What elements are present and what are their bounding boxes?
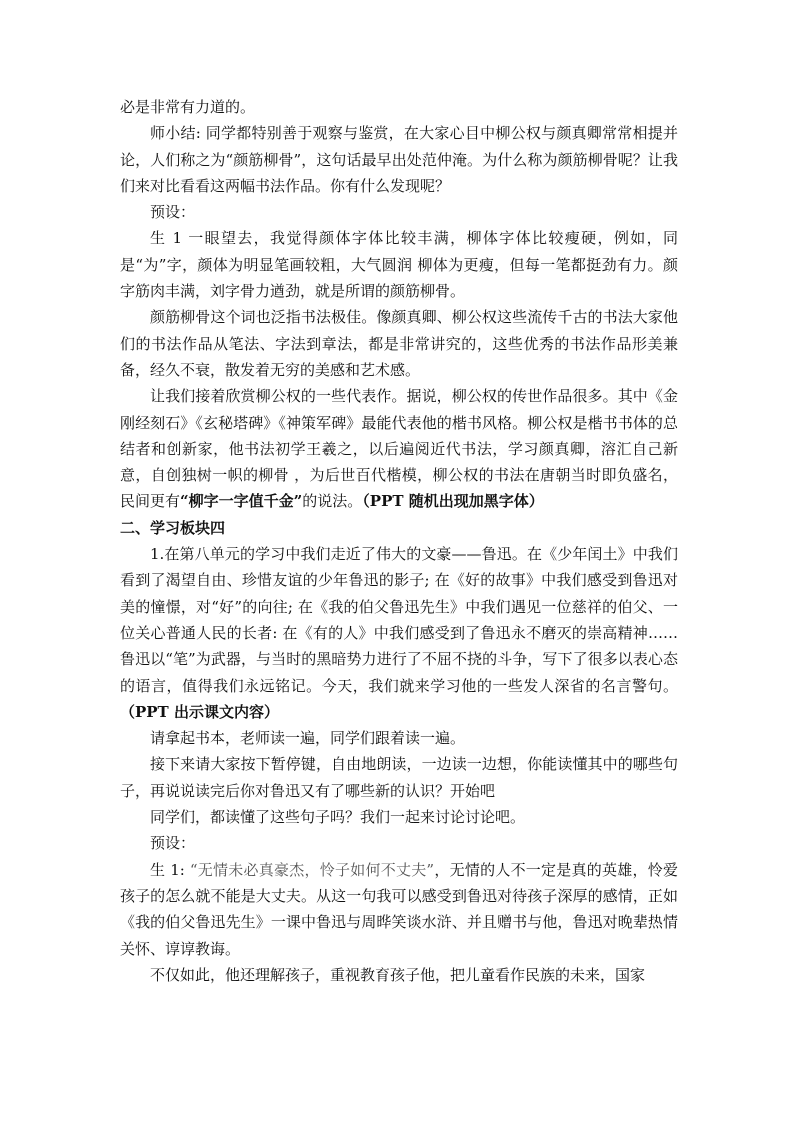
preset-label-2: 预设： [150, 834, 196, 853]
student-1-answer-paragraph: 生 1 一眼望去，我觉得颜体字体比较丰满，柳体字体比较瘦硬，例如，同是“为”字，颜体为明显笔画较粗，大气圆润 柳体为更瘦，但每一笔都挺劲有力。颜字筋肉丰满，刘字骨力遒劲，就是所谓的颜筋柳骨。 [120, 229, 678, 301]
works-text: 让我们接着欣赏柳公权的一些代表作。据说，柳公权的传世作品很多。其中《金刚经刻石》《玄秘塔碑》《神策军碑》最能代表他的楷书风格。柳公权是楷书书体的总结者和创新家，他书法初学王羲之，以后遍阅近代书法，学习颜真卿，溶汇自己新意，自创独树一帜的柳骨 ，为后世百代楷模，柳公权的书法在唐朝当时即负盛名，民间更有 [120, 387, 678, 511]
section-heading: 二、学习板块四 [120, 518, 226, 537]
works-text-end: 的说法。 [302, 492, 363, 511]
discussion-paragraph: 同学们，都读懂了这些句子吗？我们一起来讨论讨论吧。 [150, 808, 526, 827]
document-page [120, 94, 678, 988]
pause-reading-paragraph: 接下来请大家按下暂停键，自由地朗读，一边读一边想，你能读懂其中的哪些句子，再说说读完后你对鲁迅又有了哪些新的认识？开始吧 [120, 755, 678, 800]
paragraph-0: 必是非常有力道的。 [120, 98, 256, 116]
student-1-quote-paragraph [120, 857, 678, 962]
preset-label: 预设： [150, 203, 196, 222]
read-aloud-paragraph: 请拿起书本，老师读一遍，同学们跟着读一遍。 [150, 729, 466, 748]
quote-explanation: ，无情的人不一定是真的英雄，怜爱孩子的怎么就不能是大丈夫。从这一句我可以感受到鲁迅对待孩子深厚的感情，正如《我的伯父鲁迅先生》一课中鲁迅与周晔笑谈水浒、并且赠书与他，鲁迅对晚辈热情关怀、谆谆教诲。 [120, 860, 678, 958]
final-paragraph: 不仅如此，他还理解孩子，重视教育孩子他，把儿童看作民族的未来，国家 [150, 965, 646, 984]
teacher-summary-paragraph: 师小结: 同学都特别善于观察与鉴赏，在大家心目中柳公权与颜真卿常常相提并论，人们称之为“颜筋柳骨”，这句话最早出处范仲淹。为什么称为颜筋柳骨呢？让我们来对比看看这两幅书法作品。你有什么发现呢？ [120, 124, 678, 195]
poem-quote: “无情未必真豪杰，怜子如何不丈夫” [189, 860, 435, 879]
ppt-note: （PPT 随机出现加黑字体） [362, 492, 544, 511]
lu-xun-intro-paragraph [120, 541, 678, 725]
liu-zi-quote: “柳字一字值千金” [180, 492, 303, 511]
liu-gongquan-works-paragraph [120, 383, 678, 514]
yan-jin-liu-gu-paragraph: 颜筋柳骨这个词也泛指书法极佳。像颜真卿、柳公权这些流传千古的书法大家他们的书法作品从笔法、字法到章法，都是非常讲究的，这些优秀的书法作品形美兼备，经久不衰，散发着无穷的美感和艺术感。 [120, 308, 678, 379]
ppt-note-2: （PPT 出示课文内容） [120, 702, 279, 721]
lu-xun-intro-text: 1.在第八单元的学习中我们走近了伟大的文豪——鲁迅。在《少年闰土》中我们看到了渴望自由、珍惜友谊的少年鲁迅的影子; 在《好的故事》中我们感受到鲁迅对美的憧憬，对“好”的向往; 在《我的伯父鲁迅先生》中我们遇见一位慈祥的伯父、一位关心普通人民的长者: 在《有的人》中我们感受到了鲁迅永不磨灭的崇高精神……鲁迅以“笔”为武器，与当时的黑暗势力进行了不屈不挠的斗争，写下了很多以表心态的语言，值得我们永远铭记。今天，我们就来学习他的一些发人深省的名言警句。 [120, 545, 678, 695]
student-label: 生 1: [150, 860, 190, 879]
